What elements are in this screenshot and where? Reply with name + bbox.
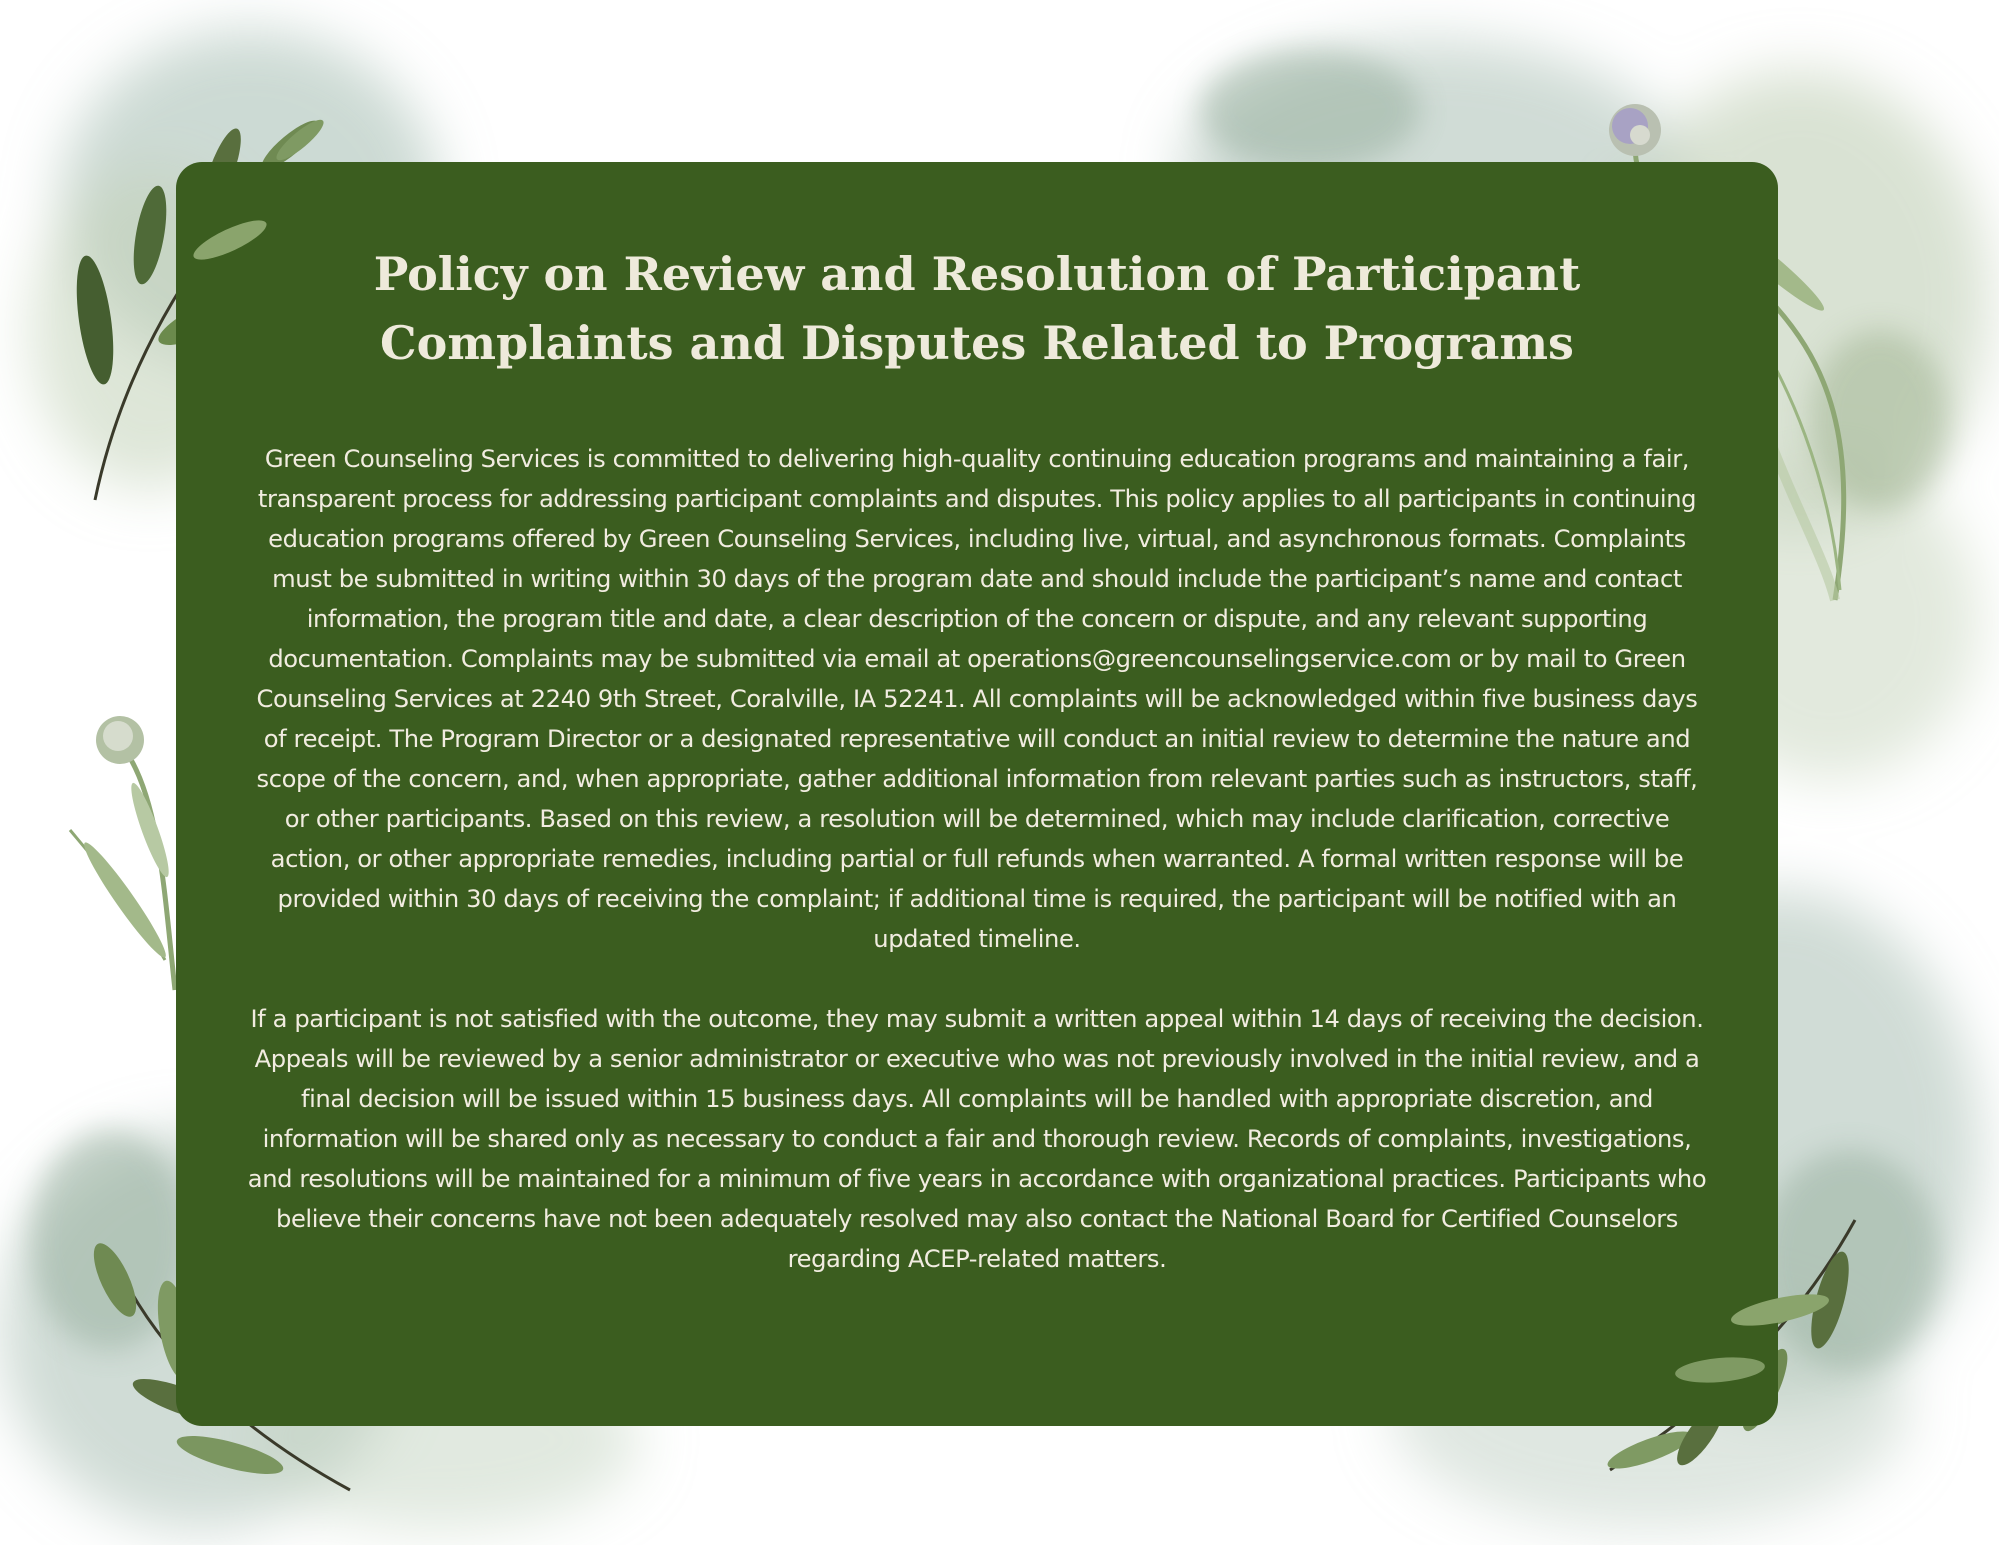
policy-body bbox=[244, 439, 1710, 1279]
thistle-flower-icon bbox=[70, 716, 175, 990]
policy-card bbox=[176, 162, 1778, 1426]
policy-paragraph: Green Counseling Services is committed to delivering high-quality continuing education programs and maintaining a fair, transparent process for addressing participant complaints and disputes. This policy applies to all participants in continuing education programs offered by Green Counseling Services, including live, virtual, and asynchronous formats. Complaints must be submitted in writing within 30 days of the program date and should include the participant’s name and contact information, the program title and date, a clear description of the concern or dispute, and any relevant supporting documentation. Complaints may be submitted via email at operations@greencounselingservice.com or by mail to Green Counseling Services at 2240 9th Street, Coralville, IA 52241. All complaints will be acknowledged within five business days of receipt. The Program Director or a designated representative will conduct an initial review to determine the nature and scope of the concern, and, when appropriate, gather additional information from relevant parties such as instructors, staff, or other participants. Based on this review, a resolution will be determined, which may include clarification, corrective action, or other appropriate remedies, including partial or full refunds when warranted. A formal written response will be provided within 30 days of receiving the complaint; if additional time is required, the participant will be notified with an updated timeline. bbox=[256, 445, 1698, 953]
title-line: Policy on Review and Resolution of Participant bbox=[373, 247, 1581, 301]
policy-paragraph: If a participant is not satisfied with the outcome, they may submit a written appeal within 14 days of receiving the decision. Appeals will be reviewed by a senior administrator or executive who was not previously involved in the initial review, and a final decision will be issued within 15 business days. All complaints will be handled with appropriate discretion, and information will be shared only as necessary to conduct a fair and thorough review. Records of complaints, investigations, and resolutions will be maintained for a minimum of five years in accordance with organizational practices. Participants who believe their concerns have not been adequately resolved may also contact the National Board for Certified Counselors regarding ACEP-related matters. bbox=[247, 1005, 1707, 1273]
title-line: Complaints and Disputes Related to Programs bbox=[380, 316, 1574, 370]
page-title bbox=[176, 240, 1778, 378]
